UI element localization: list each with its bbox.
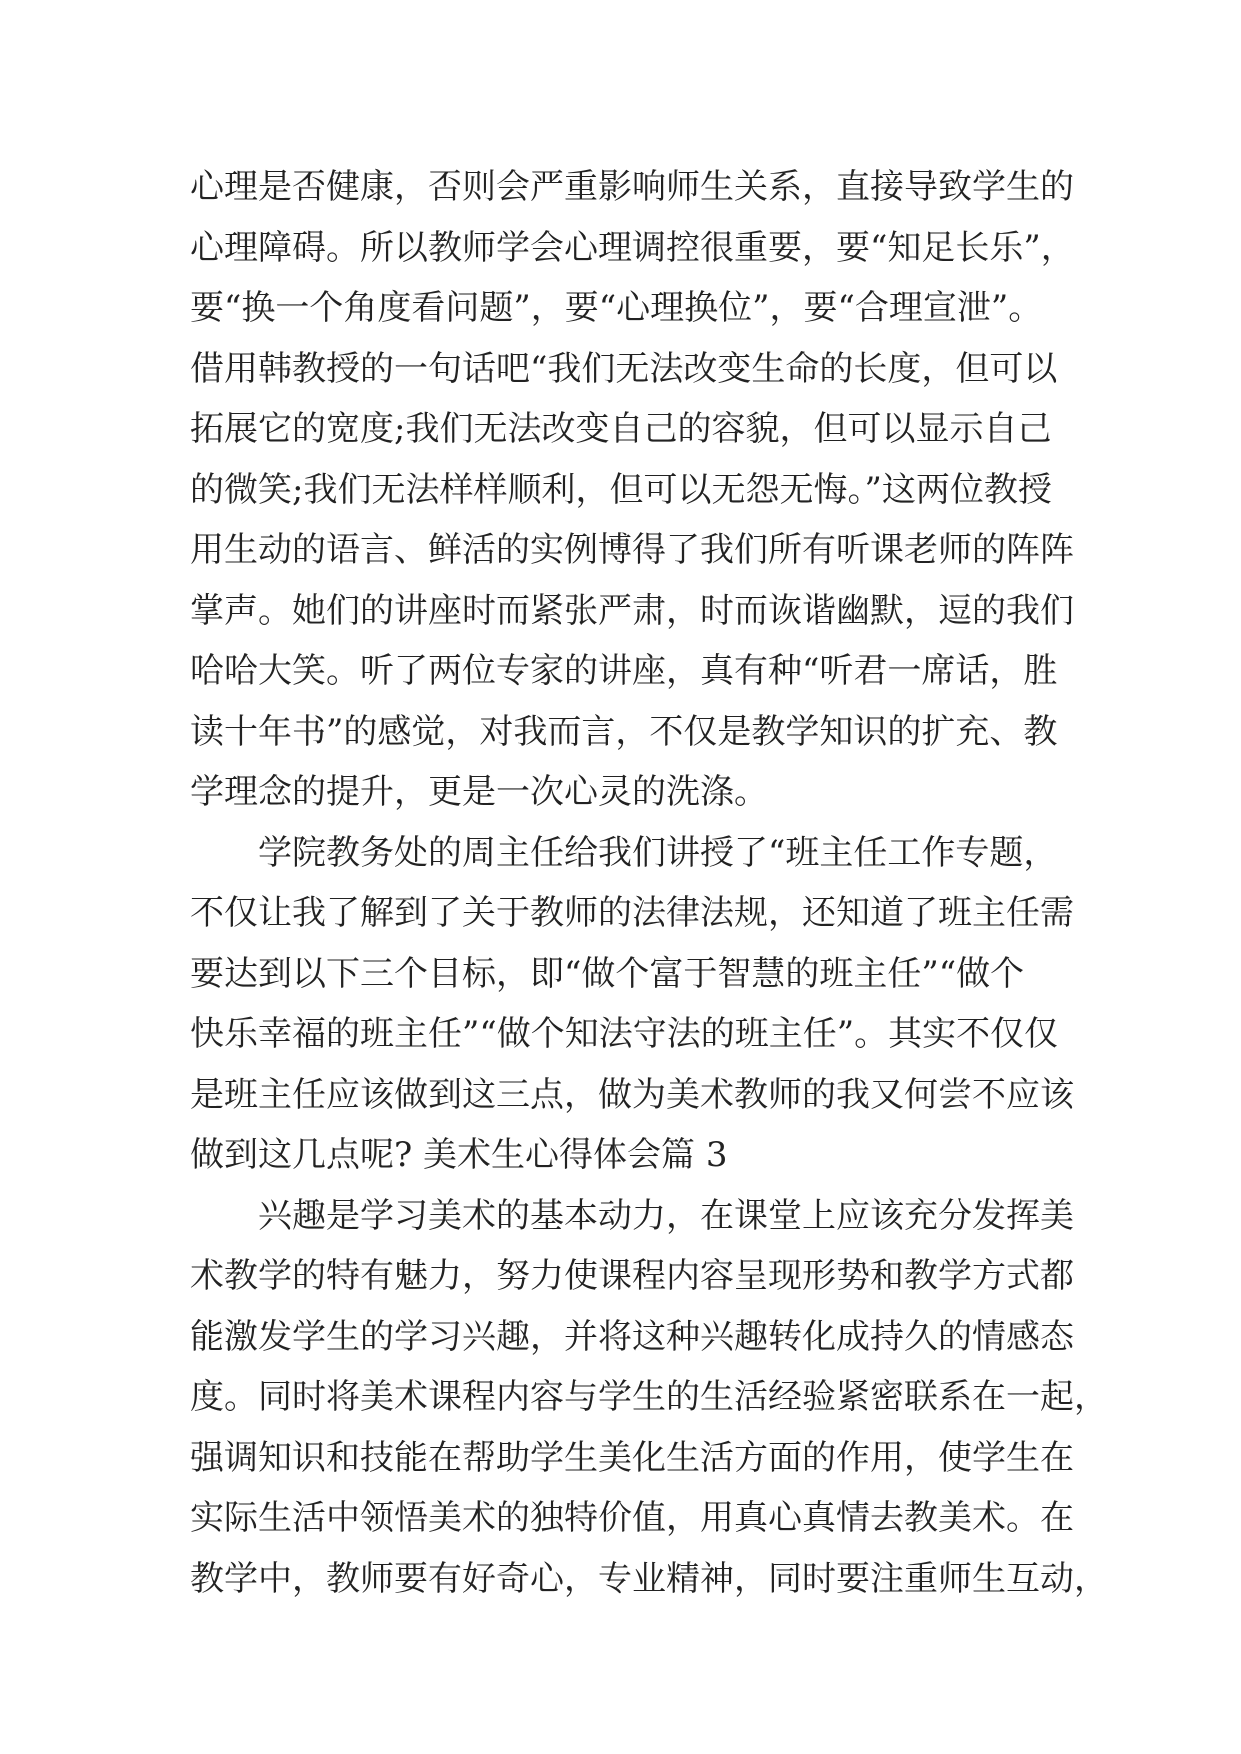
- text-line: 心理是否健康，否则会严重影响师生关系，直接导致学生的: [190, 167, 1074, 207]
- text-line: 要“换一个角度看问题”，要“心理换位”，要“合理宣泄”。: [190, 288, 1043, 328]
- text-line: 实际生活中领悟美术的独特价值，用真心真情去教美术。在: [190, 1498, 1074, 1538]
- text-line: 教学中，教师要有好奇心，专业精神，同时要注重师生互动，: [190, 1558, 1108, 1599]
- text-line: 做到这几点呢? 美术生心得体会篇 3: [190, 1135, 728, 1175]
- text-line: 学理念的提升，更是一次心灵的洗涤。: [190, 772, 768, 812]
- text-line: 借用韩教授的一句话吧“我们无法改变生命的长度，但可以: [190, 348, 1058, 389]
- paragraph-start-line: 学院教务处的周主任给我们讲授了“班主任工作专题，: [190, 832, 1058, 873]
- text-line: 快乐幸福的班主任”“做个知法守法的班主任”。其实不仅仅: [190, 1014, 1059, 1054]
- text-line: 哈哈大笑。听了两位专家的讲座，真有种“听君一席话，胜: [190, 651, 1058, 691]
- text-line: 要达到以下三个目标，即“做个富于智慧的班主任”“做个: [190, 953, 1025, 994]
- body-text: [190, 157, 1108, 1609]
- text-line: 用生动的语言、鲜活的实例博得了我们所有听课老师的阵阵: [190, 530, 1074, 570]
- paragraph-start-line: 兴趣是学习美术的基本动力，在课堂上应该充分发挥美: [190, 1195, 1074, 1236]
- text-line: 强调知识和技能在帮助学生美化生活方面的作用，使学生在: [190, 1437, 1074, 1478]
- text-line: 术教学的特有魅力，努力使课程内容呈现形势和教学方式都: [190, 1256, 1074, 1296]
- text-line: 不仅让我了解到了关于教师的法律法规，还知道了班主任需: [190, 893, 1074, 933]
- text-line: 度。同时将美术课程内容与学生的生活经验紧密联系在一起，: [190, 1377, 1108, 1417]
- text-line: 掌声。她们的讲座时而紧张严肃，时而诙谐幽默，逗的我们: [190, 590, 1074, 631]
- text-line: 读十年书”的感觉，对我而言，不仅是教学知识的扩充、教: [190, 711, 1058, 752]
- text-line: 心理障碍。所以教师学会心理调控很重要，要“知足长乐”，: [190, 227, 1075, 268]
- text-line: 能激发学生的学习兴趣，并将这种兴趣转化成持久的情感态: [190, 1316, 1074, 1357]
- text-line: 是班主任应该做到这三点，做为美术教师的我又何尝不应该: [190, 1074, 1074, 1115]
- text-line: 拓展它的宽度;我们无法改变自己的容貌，但可以显示自己: [190, 409, 1052, 449]
- text-line: 的微笑;我们无法样样顺利，但可以无怨无悔。”这两位教授: [190, 469, 1052, 510]
